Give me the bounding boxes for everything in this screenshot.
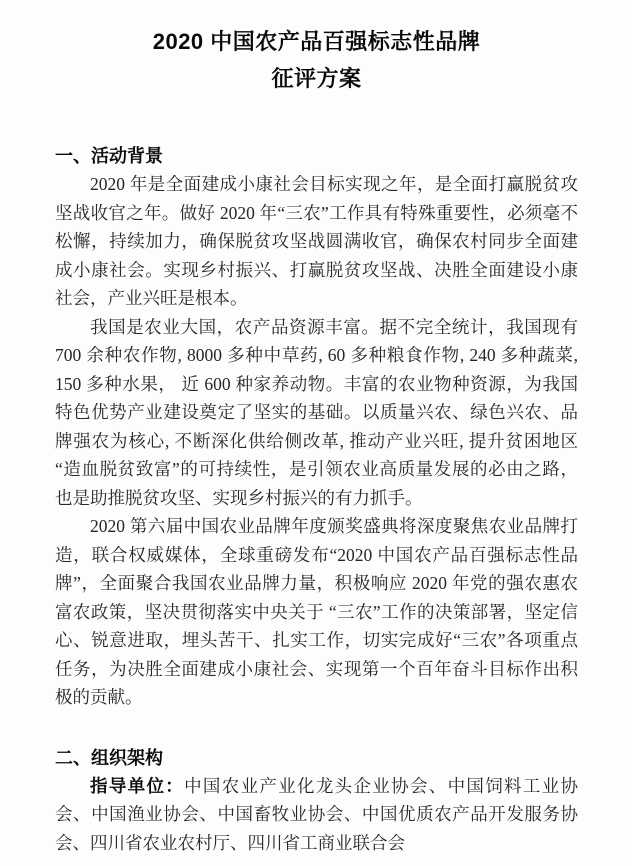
section-heading-organization-structure: 二、组织架构	[55, 747, 163, 768]
paragraph-guiding-units	[55, 772, 578, 858]
document-title-line2: 征评方案	[271, 66, 362, 91]
document-title-line1: 2020 中国农产品百强标志性品牌	[152, 29, 481, 54]
document-title	[55, 23, 578, 97]
paragraph-background-1: 2020 年是全面建成小康社会目标实现之年，是全面打赢脱贫攻坚战收官之年。做好 2020 年“三农”工作具有特殊重要性，必须毫不松懈，持续加力，确保脱贫攻坚战圆满收官，确保农村同步全面建成小康社会。实现乡村振兴、打赢脱贫攻坚战、决胜全面建设小康社会，产业兴旺是根本。	[55, 174, 578, 308]
paragraph-background-2: 我国是农业大国，农产品资源丰富。据不完全统计，我国现有 700 余种农作物, 8000 多种中草药, 60 多种粮食作物, 240 多种蔬菜, 150 多种水果， 近 600 种家养动物。丰富的农业物种资源，为我国特色优势产业建设奠定了坚实的基础。以质量兴农、绿色兴农、品牌强农为核心, 不断深化供给侧改革, 推动产业兴旺, 提升贫困地区“造血脱贫致富”的可持续性，是引领农业高质量发展的必由之路，也是助推脱贫攻坚、实现乡村振兴的有力抓手。	[55, 316, 578, 508]
guiding-unit-value: 中国农业产业化龙头企业协会、中国饲料工业协会、中国渔业协会、中国畜牧业协会、中国优质农产品开发服务协会、四川省农业农村厅、四川省工商业联合会	[55, 775, 579, 853]
paragraph-background-3: 2020 第六届中国农业品牌年度颁奖盛典将深度聚焦农业品牌打造，联合权威媒体，全球重磅发布“2020 中国农产品百强标志性品牌”，全面聚合我国农业品牌力量，积极响应 2020 年党的强农惠农富农政策，坚决贯彻落实中央关于 “三农”工作的决策部署，坚定信心、锐意进取，埋头苦干、扎实工作，切实完成好“三农”各项重点任务，为决胜全面建成小康社会、实现第一个百年奋斗目标作出积极的贡献。	[55, 516, 578, 707]
section-heading-activity-background: 一、活动背景	[55, 146, 163, 166]
guiding-unit-label: 指导单位：	[90, 775, 185, 796]
